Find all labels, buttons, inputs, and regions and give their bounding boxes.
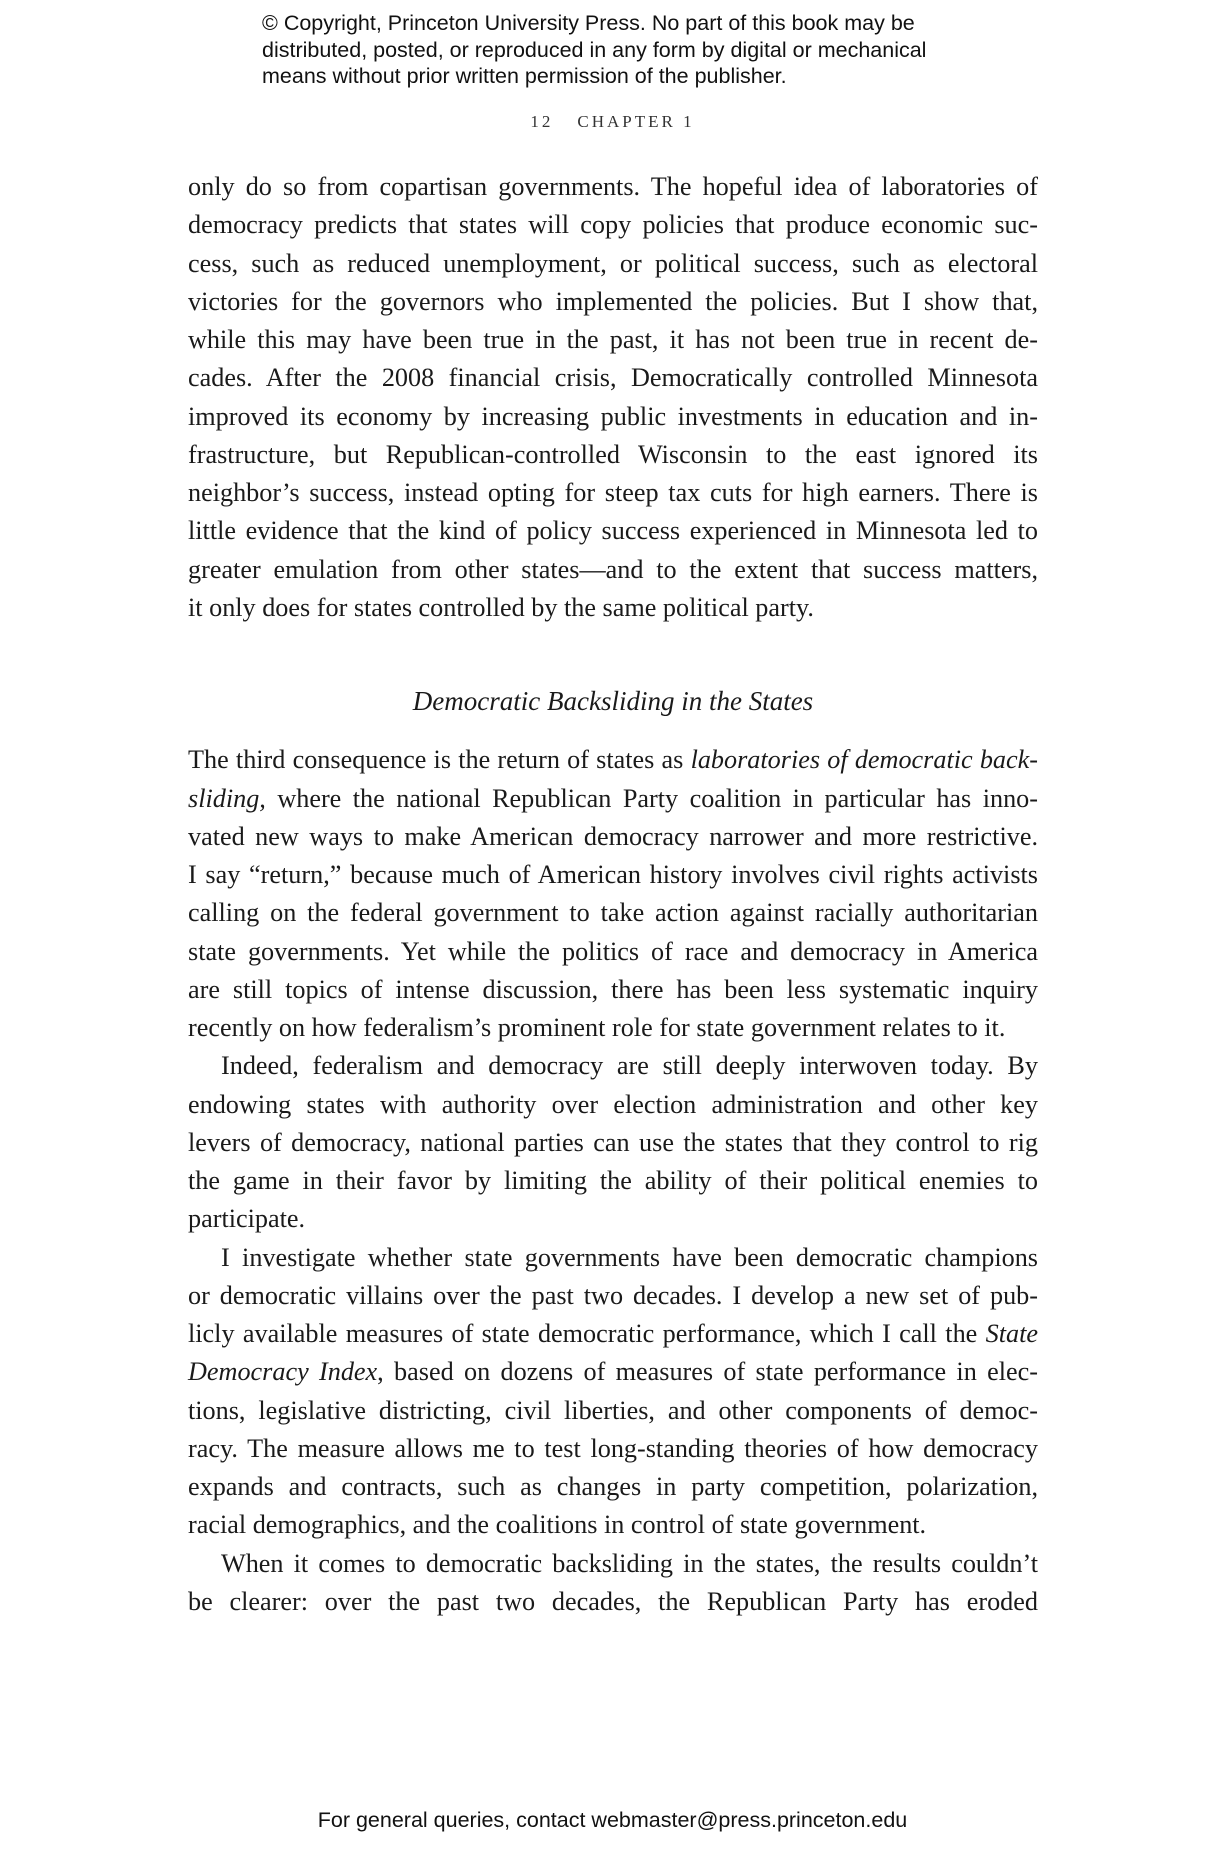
- text-line: are still topics of intense discussion, there has been less systematic inquiry: [188, 974, 1038, 1004]
- text-line: racial demographics, and the coalitions in control of state government.: [188, 1510, 927, 1540]
- text-line: neighbor’s success, instead opting for steep tax cuts for high earners. There is: [188, 478, 1038, 507]
- text-line: Indeed, federalism and democracy are still deeply interwoven today. By: [221, 1051, 1038, 1081]
- text-line: while this may have been true in the past, it has not been true in recent de-: [188, 325, 1038, 354]
- text-line: frastructure, but Republican-controlled Wisconsin to the east ignored its: [188, 439, 1038, 469]
- text-line: improved its economy by increasing public investments in education and in-: [188, 401, 1038, 431]
- text-line: racy. The measure allows me to test long-standing theories of how democracy: [188, 1433, 1038, 1463]
- footer-contact: For general queries, contact webmaster@press.princeton.edu: [317, 1808, 908, 1832]
- text-line: participate.: [188, 1204, 306, 1234]
- text-line: [188, 780, 1038, 818]
- text-line: victories for the governors who implemented the policies. But I show that,: [188, 286, 1038, 316]
- text-line: endowing states with authority over election administration and other key: [188, 1089, 1038, 1119]
- text-line: or democratic villains over the past two decades. I develop a new set of pub-: [188, 1280, 1038, 1310]
- text-run: licly available measures of state democratic performance, which I call the: [188, 1319, 986, 1348]
- text-line: [188, 1315, 1038, 1353]
- text-line: [188, 1353, 1038, 1391]
- copyright-line: distributed, posted, or reproduced in any form by digital or mechanical: [262, 37, 927, 62]
- text-line: greater emulation from other states—and to the extent that success matters,: [188, 554, 1038, 584]
- paragraph: [188, 1545, 1038, 1622]
- page-number: 12: [530, 112, 554, 131]
- text-line: When it comes to democratic backsliding in the states, the results couldn’t: [221, 1548, 1038, 1578]
- text-line: I say “return,” because much of American history involves civil rights activists: [188, 860, 1038, 889]
- text-line: levers of democracy, national parties can use the states that they control to rig: [188, 1127, 1038, 1157]
- body-text: [188, 168, 1038, 1621]
- text-line: calling on the federal government to take action against racially authoritarian: [188, 898, 1038, 928]
- text-line: cades. After the 2008 financial crisis, Democratically controlled Minnesota: [188, 363, 1038, 393]
- emphasis-text: Democracy Index: [188, 1357, 378, 1387]
- emphasis-text: laboratories of democratic back-: [690, 745, 1038, 775]
- text-run: The third consequence is the return of states as: [188, 745, 691, 775]
- text-line: it only does for states controlled by the same political party.: [188, 592, 814, 622]
- text-line: [188, 741, 1038, 779]
- text-line: be clearer: over the past two decades, the Republican Party has eroded: [188, 1586, 1038, 1616]
- text-line: democracy predicts that states will copy policies that produce economic suc-: [188, 210, 1038, 240]
- text-line: only do so from copartisan governments. The hopeful idea of laboratories of: [188, 172, 1038, 201]
- chapter-label: CHAPTER 1: [577, 112, 695, 131]
- text-line: I investigate whether state governments have been democratic champions: [221, 1242, 1038, 1272]
- copyright-notice: [262, 10, 1022, 90]
- paragraph: [188, 1047, 1038, 1238]
- paragraph: [188, 741, 1038, 1047]
- text-line: tions, legislative districting, civil liberties, and other components of democ-: [188, 1395, 1038, 1425]
- text-line: the game in their favor by limiting the ability of their political enemies to: [188, 1166, 1038, 1195]
- paragraph: [188, 168, 1038, 627]
- section-heading: Democratic Backsliding in the States: [412, 686, 814, 716]
- text-line: vated new ways to make American democracy narrower and more restrictive.: [188, 821, 1038, 851]
- emphasis-text: State: [985, 1319, 1038, 1348]
- text-line: expands and contracts, such as changes in party competition, polarization,: [188, 1472, 1038, 1501]
- text-line: cess, such as reduced unemployment, or political success, such as electoral: [188, 248, 1038, 278]
- copyright-line: means without prior written permission of the publisher.: [262, 64, 787, 88]
- text-run: where the national Republican Party coalition in particular has inno-: [265, 783, 1038, 813]
- text-line: little evidence that the kind of policy success experienced in Minnesota led to: [188, 516, 1038, 546]
- copyright-line: © Copyright, Princeton University Press. No part of this book may be: [262, 11, 915, 35]
- emphasis-text: sliding,: [188, 783, 266, 813]
- paragraph: [188, 1239, 1038, 1545]
- text-run: , based on dozens of measures of state performance in elec-: [377, 1357, 1038, 1387]
- text-line: recently on how federalism’s prominent role for state government relates to it.: [188, 1013, 1006, 1042]
- running-head: [0, 112, 1225, 132]
- text-line: state governments. Yet while the politics of race and democracy in America: [188, 936, 1038, 966]
